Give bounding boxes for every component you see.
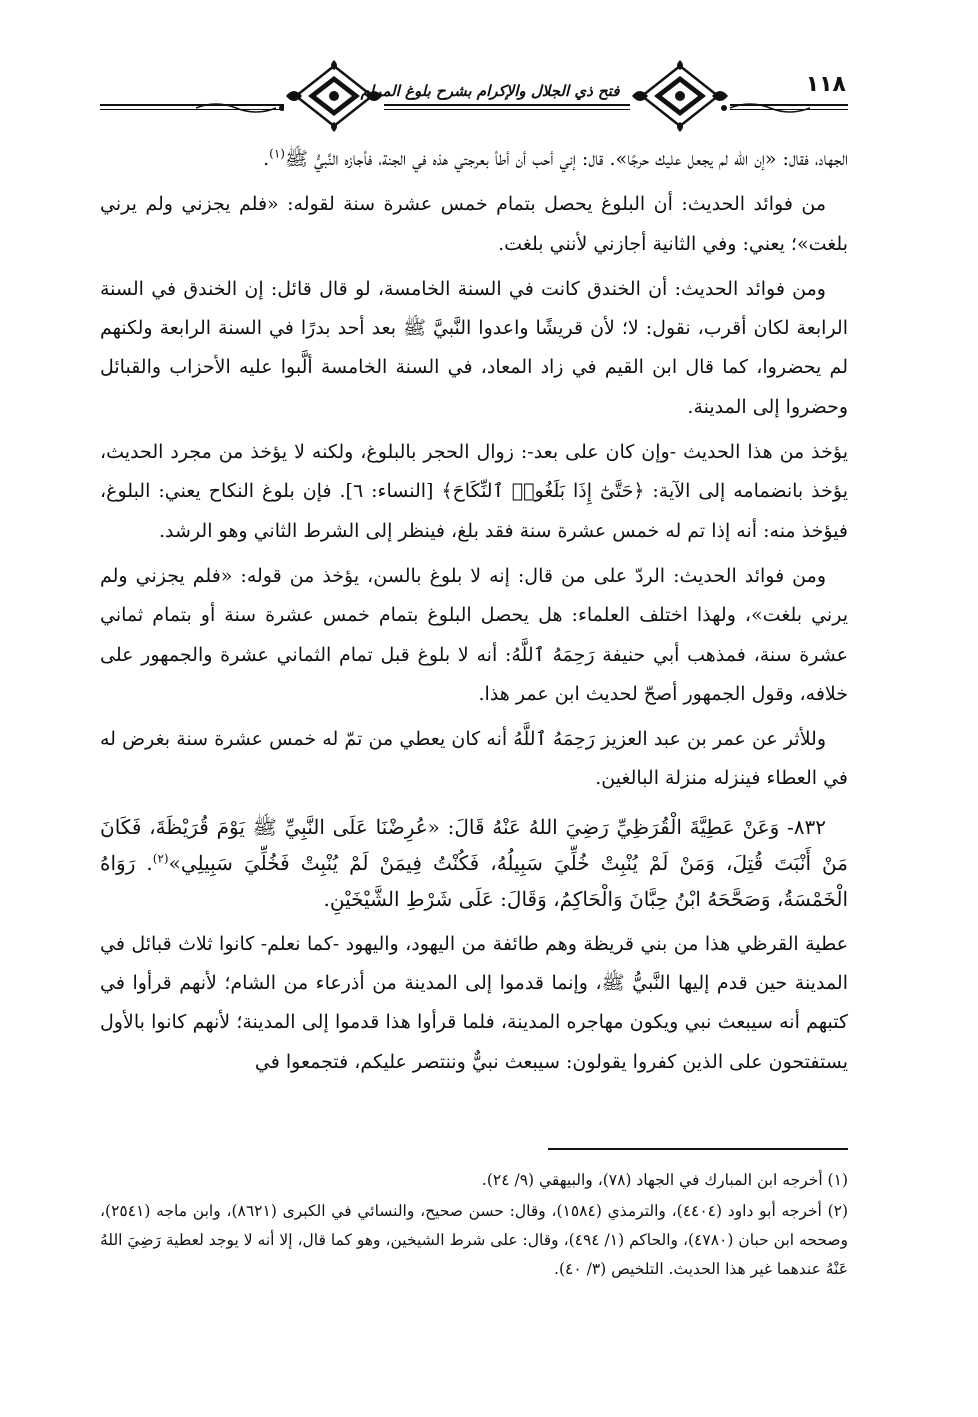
page-number: ١١٨ bbox=[805, 72, 846, 97]
paragraph: ومن فوائد الحديث: أن الخندق كانت في السنة الخامسة، لو قال قائل: إن الخندق في السنة الرابعة لكان أقرب، نقول: لا؛ لأن قريشًا واعدوا النَّبيَّ ﷺ بعد أحد بدرًا في السنة الرابعة ولكنهم لم يحضروا، كما قال ابن القيم في زاد المعاد، في السنة الخامسة ألَّبوا عليه الأحزاب والقبائل وحضروا إلى المدينة. bbox=[100, 277, 848, 418]
running-title: فتح ذي الجلال والإكرام بشرح بلوغ المرام bbox=[360, 82, 620, 100]
paragraph: عطية القرظي هذا من بني قريظة وهم طائفة من اليهود، واليهود -كما نعلم- كانوا ثلاث قبائل في المدينة حين قدم إليها النَّبيُّ ﷺ، وإنما قدموا إلى المدينة من أذرعاء من الشام؛ لأنهم قرأوا في كتبهم أنه سيبعث نبي ويكون مهاجره المدينة، فلما قرأوا هذا قدموا إلى المدينة؛ لأنهم كانوا بالأول يستفتحون على الذين كفروا يقولون: سيبعث نبيٌّ وننتصر عليكم، فتجمعوا في bbox=[100, 932, 848, 1073]
page-header bbox=[100, 58, 848, 138]
header-ornament-right-icon bbox=[630, 60, 730, 132]
footnotes bbox=[100, 1166, 848, 1286]
paragraph: وللأثر عن عمر بن عبد العزيز رَحِمَهُ ٱللَّهُ أنه كان يعطي من تمّ له خمس عشرة سنة بغرض له في العطاء فينزله منزلة البالغين. bbox=[100, 728, 848, 790]
footnote: (١) أخرجه ابن المبارك في الجهاد (٧٨)، والبيهقي (٩/ ٢٤). bbox=[481, 1171, 848, 1189]
paragraph: يؤخذ من هذا الحديث -وإن كان على بعد-: زوال الحجر بالبلوغ، ولكنه لا يؤخذ من مجرد الحديث، يؤخذ بانضمامه إلى الآية: ﴿حَتَّىٰٓ إِذَا بَلَغُوا۟ ٱلنِّكَاحَ﴾ [النساء: ٦]. فإن بلوغ النكاح يعني: البلوغ، فيؤخذ منه: أنه إذا تم له خمس عشرة سنة فقد بلغ، فينظر إلى الشرط الثاني وهو الرشد. bbox=[100, 441, 848, 542]
paragraph: ومن فوائد الحديث: الردّ على من قال: إنه لا بلوغ بالسن، يؤخذ من قوله: «فلم يجزني ولم يرني بلغت»، ولهذا اختلف العلماء: هل يحصل البلوغ بتمام خمس عشرة سنة أو بتمام ثماني عشرة سنة، فمذهب أبي حنيفة رَحِمَهُ ٱللَّهُ: أنه لا بلوغ قبل تمام الثماني عشرة والجمهور على خلافه، وقول الجمهور أصحّ لحديث ابن عمر هذا. bbox=[100, 564, 848, 705]
header-side-ornament-left bbox=[196, 100, 286, 116]
footnote: (٢) أخرجه أبو داود (٤٤٠٤)، والترمذي (١٥٨٤)، وقال: حسن صحيح، والنسائي في الكبرى (٨٦٢١)، وابن ماجه (٢٥٤١)، وصححه ابن حبان (٤٧٨٠)، والحاكم (١/ ٤٩٤)، وقال: على شرط الشيخين، وهو كما قال، إلا أنه لا يوجد لعطية رَضِيَ اللهُ عَنْهُ عندهما غير هذا الحديث. التلخيص (٣/ ٤٠). bbox=[100, 1202, 849, 1278]
footnote-divider bbox=[548, 1148, 848, 1150]
footnote-ref: (١) bbox=[269, 146, 285, 161]
footnote-ref: (٢) bbox=[152, 851, 169, 866]
header-side-ornament-right bbox=[720, 100, 810, 116]
paragraph: الجهاد، فقال: «إن الله لم يجعل عليك حرجًا». قال: إني أحب أن أطأ بعرجتي هذه في الجنة، فأجازه النَّبيُّ ﷺ$^{(١)}$. bbox=[263, 146, 848, 170]
hadith-text: ٨٣٢- وَعَنْ عَطِيَّةَ الْقُرَظِيِّ رَضِيَ اللهُ عَنْهُ قَالَ: «عُرِضْنَا عَلَى النَّبِيِّ ﷺ يَوْمَ قُرَيْظَةَ، فَكَانَ مَنْ أَنْبَتَ قُتِلَ، وَمَنْ لَمْ يُنْبِتْ خُلِّيَ سَبِيلُهُ، فَكُنْتُ فِيمَنْ لَمْ يُنْبِتْ فَخُلِّيَ سَبِيلِي»$^{(٢)}$. رَوَاهُ الْخَمْسَةُ، وَصَحَّحَهُ ابْنُ حِبَّانَ وَالْحَاكِمُ، وَقَالَ: عَلَى شَرْطِ الشَّيْخَيْنِ. bbox=[100, 814, 848, 911]
paragraph: من فوائد الحديث: أن البلوغ يحصل بتمام خمس عشرة سنة لقوله: «فلم يجزني ولم يرني بلغت»؛ يعني: وفي الثانية أجازني لأنني بلغت. bbox=[100, 193, 848, 255]
main-text bbox=[100, 140, 848, 1088]
